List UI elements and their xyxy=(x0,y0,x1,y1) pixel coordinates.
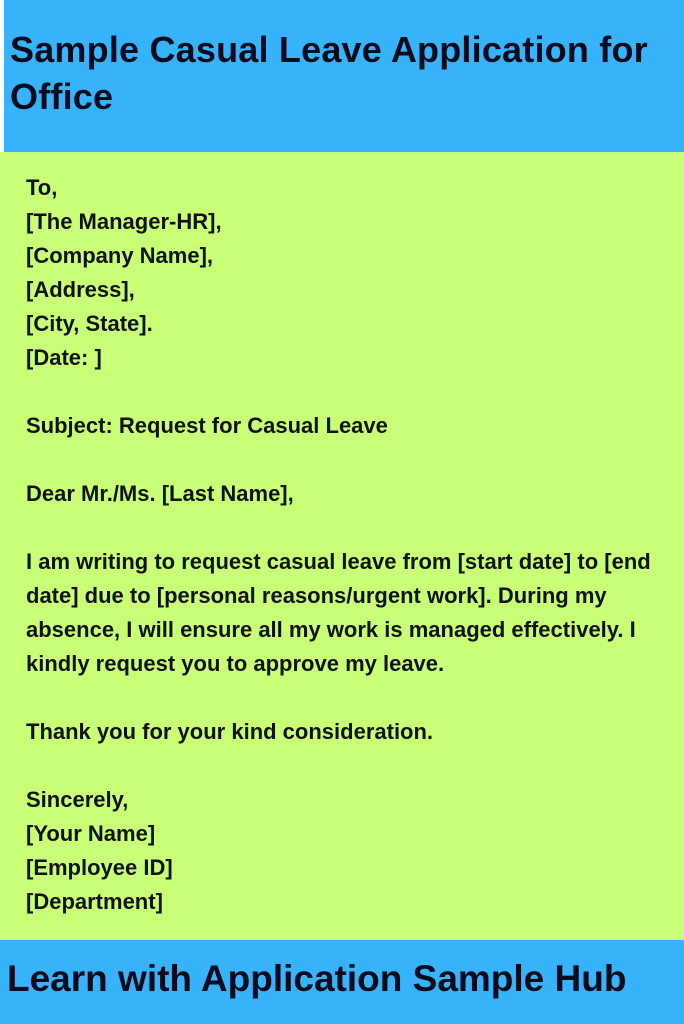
letter-subject: Subject: Request for Casual Leave xyxy=(26,413,388,438)
footer-text: Learn with Application Sample Hub xyxy=(7,958,627,999)
spacer xyxy=(26,749,664,783)
signature-employee-id: [Employee ID] xyxy=(26,855,173,880)
signature-department: [Department] xyxy=(26,889,163,914)
title-banner xyxy=(0,0,684,152)
address-line-address: [Address], xyxy=(26,277,135,302)
address-line-city: [City, State]. xyxy=(26,311,153,336)
address-line-company: [Company Name], xyxy=(26,243,214,268)
address-line-to: To, xyxy=(26,175,58,200)
letter-body xyxy=(0,152,684,940)
address-line-date: [Date: ] xyxy=(26,345,102,370)
letter-salutation: Dear Mr./Ms. [Last Name], xyxy=(26,481,294,506)
spacer xyxy=(26,443,664,477)
footer-banner xyxy=(0,940,684,1024)
spacer xyxy=(26,511,664,545)
spacer xyxy=(26,681,664,715)
spacer xyxy=(26,375,664,409)
letter-thanks: Thank you for your kind consideration. xyxy=(26,719,434,744)
letter-paragraph: I am writing to request casual leave from [start date] to [end date] due to [personal reasons/urgent work]. During my absence, I will ensure all my work is managed effectively. I kindly request you to approve my leave. xyxy=(26,549,651,676)
signature-name: [Your Name] xyxy=(26,821,156,846)
address-line-recipient: [The Manager-HR], xyxy=(26,209,222,234)
letter-closing: Sincerely, xyxy=(26,787,129,812)
page-title: Sample Casual Leave Application for Office xyxy=(10,29,648,117)
